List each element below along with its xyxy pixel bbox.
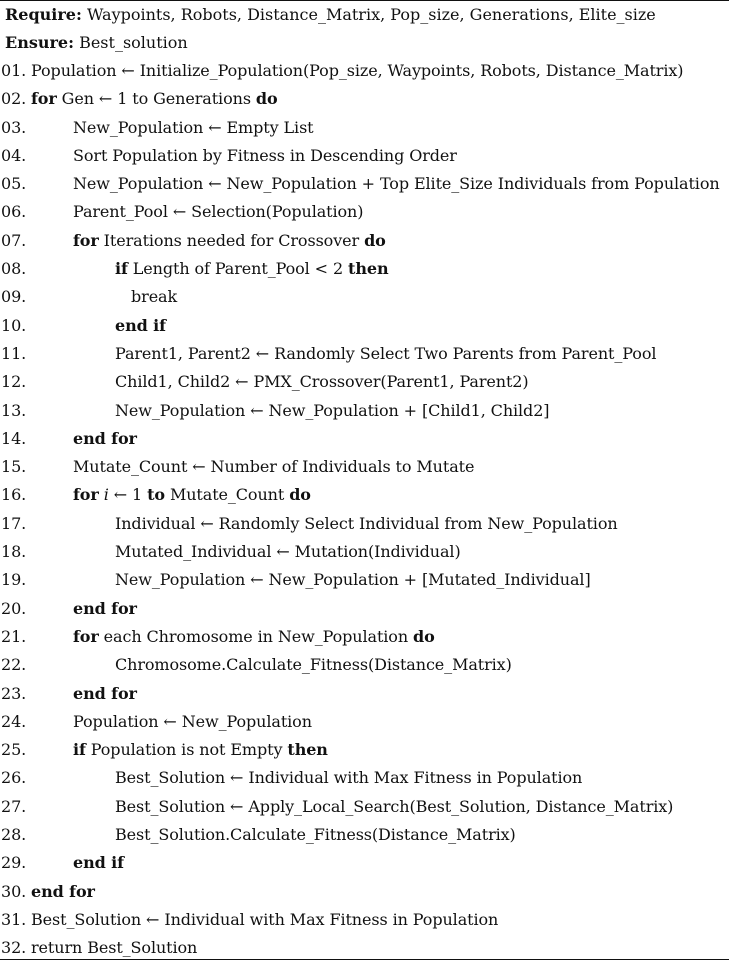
code-line [0,566,729,594]
code-text: New_Population ← Empty List [73,117,314,137]
code-line [0,821,729,849]
code-line [0,481,729,509]
code-line [0,764,729,792]
code-line [0,510,729,538]
code-text: Individual ← Randomly Select Individual from New_Population [115,513,618,533]
line-number: 29. [1,853,27,873]
line-code [31,57,683,85]
line-code [31,85,278,113]
line-code [73,142,457,170]
line-code [115,397,549,425]
line-number: 11. [1,343,27,363]
line-code [73,680,137,708]
require-text: Waypoints, Robots, Distance_Matrix, Pop_size, Generations, Elite_size [86,5,656,24]
code-text: Population ← New_Population [73,711,312,731]
code-text: ← 1 [108,485,148,505]
code-line [0,114,729,142]
line-number: 06. [1,202,27,222]
line-code [73,227,386,255]
line-number: 12. [1,372,27,392]
code-line [0,142,729,170]
line-code [115,566,591,594]
pseudocode-lines [0,57,729,963]
line-number: 23. [1,683,27,703]
code-text: each Chromosome in New_Population [98,626,414,646]
code-text: Child1, Child2 ← PMX_Crossover(Parent1, Parent2) [115,372,529,392]
keyword: do [364,230,386,250]
code-line [0,934,729,962]
ensure-line [5,33,188,52]
line-number: 19. [1,570,27,590]
line-number: 04. [1,145,27,165]
keyword: end if [73,853,124,873]
code-text: Chromosome.Calculate_Fitness(Distance_Matrix) [115,655,512,675]
code-line [0,368,729,396]
code-text: Best_Solution ← Individual with Max Fitness in Population [115,768,583,788]
line-code [73,708,312,736]
code-text: break [131,287,178,307]
code-line [0,878,729,906]
line-code [115,538,461,566]
line-number: 15. [1,457,27,477]
line-number: 32. [1,938,27,958]
code-line [0,283,729,311]
keyword: do [289,485,311,505]
line-code [131,283,177,311]
line-code [73,595,137,623]
line-number: 31. [1,909,27,929]
keyword: for [31,89,57,109]
code-text: Parent1, Parent2 ← Randomly Select Two Parents from Parent_Pool [115,343,657,363]
line-code [31,906,498,934]
code-line [0,651,729,679]
code-text: Population ← Initialize_Population(Pop_size, Waypoints, Robots, Distance_Matrix) [31,61,684,80]
keyword: for [73,485,99,505]
line-number: 17. [1,513,27,533]
line-number: 27. [1,796,27,816]
line-code [31,878,95,906]
code-line [0,425,729,453]
keyword: end for [73,598,137,618]
require-label: Require: [5,5,82,24]
code-line [0,736,729,764]
line-number: 07. [1,230,27,250]
line-number: 20. [1,598,27,618]
line-code [31,934,197,962]
code-text: return Best_Solution [31,938,198,958]
code-line [0,453,729,481]
code-text: Best_Solution ← Apply_Local_Search(Best_Solution, Distance_Matrix) [115,796,674,816]
code-text: i [103,485,109,505]
line-code [73,114,314,142]
ensure-label: Ensure: [5,33,74,52]
code-text: Best_Solution.Calculate_Fitness(Distance_Matrix) [115,825,516,845]
keyword: end for [31,881,95,901]
code-line [0,170,729,198]
line-code [115,510,618,538]
line-code [115,764,582,792]
line-number: 10. [1,315,27,335]
keyword: if [115,259,128,279]
line-number: 02. [1,89,27,109]
line-number: 09. [1,287,27,307]
line-number: 24. [1,711,27,731]
line-number: 25. [1,740,27,760]
keyword: then [287,740,328,760]
code-line [0,906,729,934]
code-line [0,227,729,255]
code-text: Mutate_Count [164,485,290,505]
code-text: New_Population ← New_Population + [Mutated_Individual] [115,570,591,590]
line-number: 03. [1,117,27,137]
line-code [73,623,435,651]
code-text: Iterations needed for Crossover [98,230,365,250]
line-code [115,651,512,679]
code-line [0,793,729,821]
code-line [0,397,729,425]
line-number: 28. [1,825,27,845]
code-line [0,708,729,736]
code-text: New_Population ← New_Population + [Child1, Child2] [115,400,550,420]
line-number: 13. [1,400,27,420]
line-code [115,821,516,849]
keyword: to [147,485,165,505]
line-number: 26. [1,768,27,788]
line-number: 08. [1,259,27,279]
line-code [73,425,137,453]
keyword: do [255,89,278,109]
keyword: then [348,259,389,279]
code-text: Best_Solution ← Individual with Max Fitness in Population [31,909,499,929]
code-line [0,312,729,340]
require-line [5,5,656,24]
code-text: Sort Population by Fitness in Descending Order [73,145,457,165]
code-line [0,680,729,708]
keyword: end for [73,428,137,448]
keyword: for [73,230,99,250]
line-number: 21. [1,626,27,646]
code-line [0,255,729,283]
keyword: end for [73,683,137,703]
code-line [0,849,729,877]
code-line [0,57,729,85]
line-code [115,368,529,396]
line-number: 01. [1,61,27,80]
line-code [73,170,720,198]
code-line [0,85,729,113]
line-code [115,312,166,340]
keyword: end if [115,315,166,335]
code-line [0,198,729,226]
line-number: 22. [1,655,27,675]
line-code [73,453,474,481]
keyword: if [73,740,86,760]
line-code [73,849,124,877]
line-number: 14. [1,428,27,448]
line-number: 16. [1,485,27,505]
ensure-text: Best_solution [79,33,188,52]
line-code [115,793,673,821]
code-text: Gen ← 1 to Generations [56,89,256,109]
line-number: 30. [1,881,27,901]
line-code [73,481,311,509]
line-code [115,340,656,368]
line-number: 18. [1,542,27,562]
code-line [0,538,729,566]
line-code [73,736,328,764]
line-number: 05. [1,174,27,194]
code-text: Length of Parent_Pool < 2 [127,259,349,279]
code-text: Mutated_Individual ← Mutation(Individual) [115,542,461,562]
line-code [115,255,388,283]
code-line [0,595,729,623]
code-line [0,340,729,368]
code-text: Parent_Pool ← Selection(Population) [73,202,364,222]
code-text: New_Population ← New_Population + Top Elite_Size Individuals from Population [73,174,720,194]
keyword: for [73,626,99,646]
code-text: Population is not Empty [85,740,288,760]
keyword: do [413,626,435,646]
line-code [73,198,363,226]
code-text: Mutate_Count ← Number of Individuals to Mutate [73,457,475,477]
code-line [0,623,729,651]
